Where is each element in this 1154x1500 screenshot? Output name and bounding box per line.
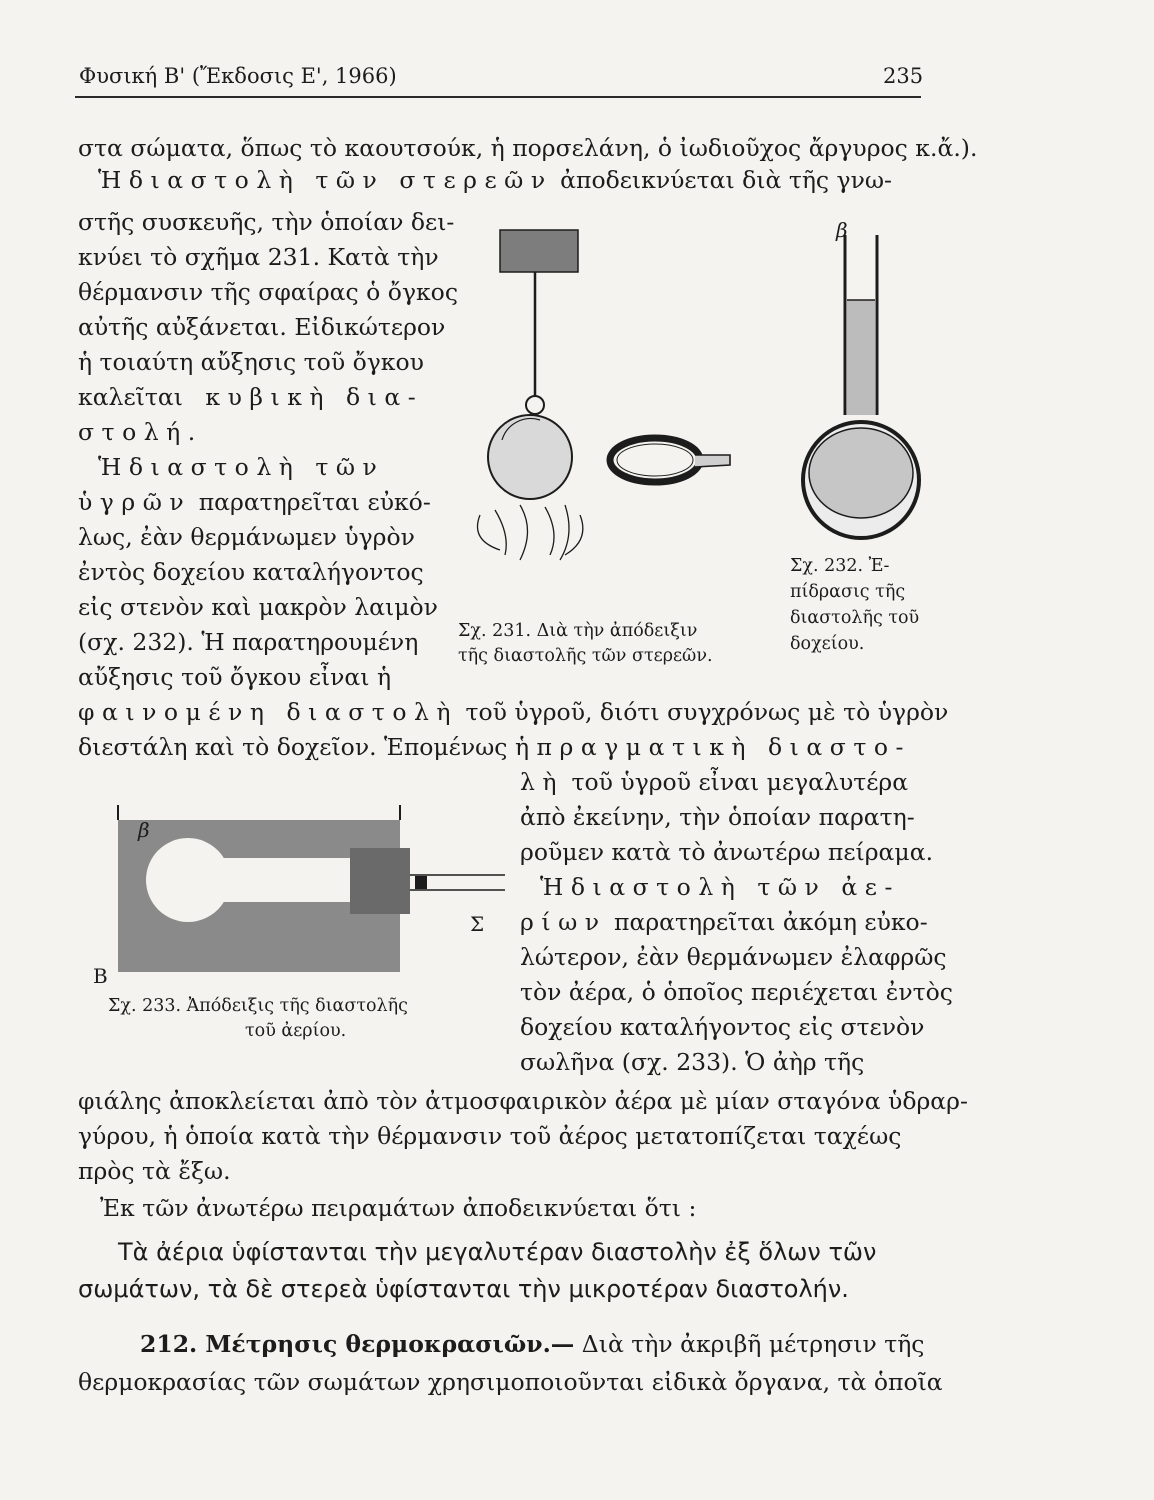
header-rule	[75, 96, 921, 98]
section-title: 212. Μέτρησις θερμοκρασιῶν.—	[140, 1330, 575, 1358]
text-line: δοχείου καταλήγοντος εἰς στενὸν	[520, 1013, 925, 1041]
text-line: σωλῆνα (σχ. 233). Ὁ ἀὴρ τῆς	[520, 1048, 865, 1076]
text-line: θέρμανσιν τῆς σφαίρας ὁ ὄγκος	[78, 278, 458, 306]
text-line: λὴ τοῦ ὑγροῦ εἶναι μεγαλυτέρα	[520, 768, 909, 796]
text-line: γύρου, ἡ ὁποία κατὰ τὴν θέρμανσιν τοῦ ἀέρος μετατοπίζεται ταχέως	[78, 1122, 902, 1150]
text-line: Ἡ διαστολὴ τῶν στερεῶν ἀποδεικνύεται διὰ τῆς γνω-	[98, 166, 892, 194]
figure-232-caption: Σχ. 232. Ἐ-	[790, 556, 890, 576]
text-line: κνύει τὸ σχῆμα 231. Κατὰ τὴν	[78, 243, 439, 271]
section-heading: 212. Μέτρησις θερμοκρασιῶν.— Διὰ τὴν ἀκριβῆ μέτρησιν τῆς	[140, 1330, 925, 1358]
text-line: (σχ. 232). Ἡ παρατηρουμένη	[78, 628, 419, 656]
text-line: λώτερον, ἐὰν θερμάνωμεν ἐλαφρῶς	[520, 943, 947, 971]
figure-232-caption: δοχείου.	[790, 634, 865, 654]
figure-233-label-bottom: Β	[93, 964, 108, 988]
figure-233-caption: Σχ. 233. Ἀπόδειξις τῆς διαστολῆς	[108, 996, 408, 1016]
text-line: στολή.	[78, 418, 203, 446]
page-number: 235	[883, 64, 924, 88]
text-line: τὸν ἀέρα, ὁ ὁποῖος περιέχεται ἐντὸς	[520, 978, 953, 1006]
figure-231-caption: τῆς διαστολῆς τῶν στερεῶν.	[458, 646, 713, 666]
text-line: θερμοκρασίας τῶν σωμάτων χρησιμοποιοῦνται εἰδικὰ ὄργανα, τὰ ὁποῖα	[78, 1368, 943, 1396]
figure-231-drawing	[440, 215, 730, 585]
text-line: ρίων παρατηρεῖται ἀκόμη εὐκο-	[520, 908, 928, 936]
text-line: καλεῖται κυβικὴ δια-	[78, 383, 424, 411]
figure-232-caption: πίδρασις τῆς	[790, 582, 906, 602]
conclusion-line: Τὰ ἀέρια ὑφίστανται τὴν μεγαλυτέραν διαστολὴν ἐξ ὅλων τῶν	[118, 1238, 877, 1266]
text-line: ἀπὸ ἐκείνην, τὴν ὁποίαν παρατη-	[520, 803, 915, 831]
text-line: πρὸς τὰ ἔξω.	[78, 1157, 231, 1185]
text-line: ὑγρῶν παρατηρεῖται εὐκό-	[78, 488, 431, 516]
running-title: Φυσική Β' (Ἔκδοσις Ε', 1966)	[79, 64, 397, 88]
figure-232-drawing	[795, 215, 945, 535]
text-line: Ἐκ τῶν ἀνωτέρω πειραμάτων ἀποδεικνύεται ὅτι :	[100, 1194, 697, 1222]
text-line: αὔξησις τοῦ ὄγκου εἶναι ἡ	[78, 663, 392, 691]
text-line: ἐντὸς δοχείου καταλήγοντος	[78, 558, 424, 586]
figure-233-label-top: β	[138, 818, 150, 842]
figure-233-label-side: Σ	[470, 912, 485, 936]
text-line: στα σώματα, ὅπως τὸ καουτσούκ, ἡ πορσελάνη, ὁ ἰωδιοῦχος ἄργυρος κ.ἄ.).	[78, 134, 978, 162]
text-line: Ἡ διαστολὴ τῶν	[98, 453, 385, 481]
text-line: στῆς συσκευῆς, τὴν ὁποίαν δει-	[78, 208, 455, 236]
text-line: φαινομένη διαστολὴ τοῦ ὑγροῦ, διότι συγχρόνως μὲ τὸ ὑγρὸν	[78, 698, 949, 726]
text-line: αὐτῆς αὐξάνεται. Εἰδικώτερον	[78, 313, 446, 341]
text-line: Ἡ διαστολὴ τῶν ἀε-	[540, 873, 900, 901]
figure-233-caption: τοῦ ἀερίου.	[245, 1021, 347, 1041]
figure-231-caption: Σχ. 231. Διὰ τὴν ἀπόδειξιν	[458, 621, 698, 641]
text-line: φιάλης ἀποκλείεται ἀπὸ τὸν ἀτμοσφαιρικὸν ἀέρα μὲ μίαν σταγόνα ὑδραρ-	[78, 1087, 968, 1115]
figure-232-label: β	[836, 218, 848, 242]
text-line: ἡ τοιαύτη αὔξησις τοῦ ὄγκου	[78, 348, 424, 376]
conclusion-line: σωμάτων, τὰ δὲ στερεὰ ὑφίστανται τὴν μικροτέραν διαστολήν.	[78, 1275, 849, 1303]
text-line: ροῦμεν κατὰ τὸ ἀνωτέρω πείραμα.	[520, 838, 934, 866]
text-line: λως, ἐὰν θερμάνωμεν ὑγρὸν	[78, 523, 415, 551]
text-line: εἰς στενὸν καὶ μακρὸν λαιμὸν	[78, 593, 438, 621]
text-line: διεστάλη καὶ τὸ δοχεῖον. Ἑπομένως ἡ πραγματικὴ διαστο-	[78, 733, 912, 761]
figure-232-caption: διαστολῆς τοῦ	[790, 608, 920, 628]
figure-233-drawing	[110, 800, 510, 980]
